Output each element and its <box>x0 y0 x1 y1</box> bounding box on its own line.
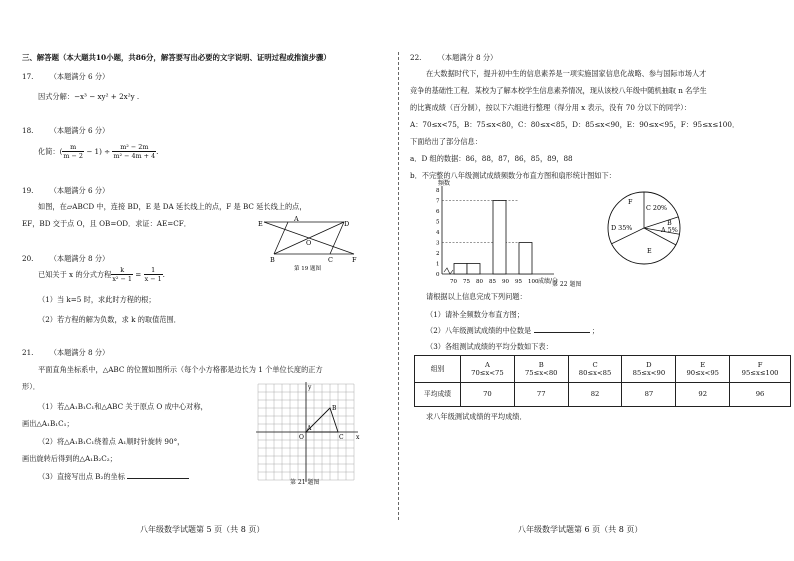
q19-label-d: D <box>344 220 350 228</box>
q18-expression <box>38 143 158 160</box>
q19-header <box>22 186 109 195</box>
q18-frac2-den: m² − 4m + 4 <box>113 152 156 160</box>
q18-mid: − 1) ÷ <box>83 147 113 156</box>
q21-grid-figure <box>252 380 362 492</box>
q21-answer-blank[interactable] <box>127 478 189 479</box>
q21-line1: 平面直角坐标系中，△ABC 的位置如图所示（每个小方格都是边长为 1 个单位长度的正方 <box>38 365 323 374</box>
q20-frac-a-den: x² − 1 <box>112 275 132 283</box>
hist-x-tick: 75 <box>463 279 470 285</box>
q19-line2: EF，BD 交于点 O，且 OB=OD．求证：AE=CF． <box>22 219 191 228</box>
table-avg-e: 92 <box>676 383 730 407</box>
q22-para3: 的比赛成绩（百分制），按以下六组进行整理（得分用 x 表示，没有 70 分以下的同学）： <box>410 103 692 112</box>
q18-fraction-2 <box>112 143 159 160</box>
q20-score: （本题满分 8 分） <box>49 254 110 263</box>
pie-label: C 20% <box>646 204 668 212</box>
q22-groups: A：70≤x<75，B：75≤x<80，C：80≤x<85，D：85≤x<90，E：90≤x<95，F：95≤x≤100． <box>410 120 740 129</box>
hist-x-tick: 85 <box>489 279 496 285</box>
q22-info-b: b．不完整的八年级测试成绩频数分布直方图和扇形统计图如下： <box>410 171 616 180</box>
q19-caption: 第 19 题图 <box>294 266 321 272</box>
axis-break-mark <box>444 268 453 274</box>
hist-bar <box>493 201 506 275</box>
hist-x-tick: 100 <box>528 279 539 285</box>
table-avg-b: 77 <box>514 383 568 407</box>
q21-header <box>22 348 109 357</box>
q20-frac-a-num: k <box>120 266 125 274</box>
q21-sub3 <box>38 472 189 481</box>
q18-fraction-1 <box>62 143 84 160</box>
q18-prefix: 化简：( <box>38 147 63 156</box>
table-avg-a: 70 <box>461 383 515 407</box>
section-header: 三、解答题（本大题共10小题，共86分，解答要写出必要的文字说明、证明过程或推演步骤） <box>22 53 331 62</box>
table-header-label: 组别 <box>415 356 461 383</box>
q19-label-b: B <box>270 256 275 264</box>
q22-info-a: a．D 组的数据：86，88，87，86，85，89，88 <box>410 154 573 163</box>
hist-y-tick: 0 <box>436 272 440 278</box>
hist-y-title: 频数 <box>438 180 451 187</box>
q20-sub2: （2）若方程的解为负数，求 k 的取值范围． <box>38 315 181 324</box>
hist-x-tick: 70 <box>450 279 457 285</box>
hist-y-tick: 3 <box>436 240 440 247</box>
pie-label: B <box>667 219 672 227</box>
table-group-e: E 90≤x<95 <box>676 356 730 383</box>
table-group-b: B 75≤x<80 <box>514 356 568 383</box>
point-label-a: A <box>307 425 312 432</box>
pie-label: E <box>647 247 652 255</box>
pie-chart <box>600 188 690 268</box>
hist-x-tick: 95 <box>515 279 522 285</box>
point-label-c: C <box>339 434 344 441</box>
hist-y-tick: 7 <box>436 198 440 205</box>
q22-ask: 请根据以上信息完成下列问题： <box>426 292 527 301</box>
table-avg-f: 96 <box>730 383 791 407</box>
q22-sub1: （1）请补全频数分布直方图； <box>426 310 525 319</box>
q22-number: 22. <box>410 53 422 62</box>
page-5-footer: 八年级数学试题第 5 页（共 8 页） <box>140 525 265 534</box>
q20-frac-b-num: 1 <box>151 266 156 274</box>
q20-fraction-b <box>144 266 163 283</box>
q22-para1: 在大数据时代下，提升初中生的信息素养是一项实施国家信息化战略、参与国际市场人才 <box>426 69 707 78</box>
hist-y-tick: 1 <box>436 261 440 268</box>
q18-number: 18. <box>22 126 34 135</box>
q18-frac1-den: m − 2 <box>63 152 83 160</box>
chart-caption: 第 22 题图 <box>552 281 582 288</box>
q18-header <box>22 126 109 135</box>
table-avg-row <box>415 383 791 407</box>
pie-label: D 35% <box>611 224 633 232</box>
hist-bar <box>467 264 480 275</box>
q19-label-a: A <box>294 215 299 223</box>
hist-y-tick: 8 <box>436 188 440 194</box>
average-score-table <box>414 355 791 407</box>
table-group-f: F 95≤x≤100 <box>730 356 791 383</box>
q20-header <box>22 254 109 263</box>
q22-para4: 下面给出了部分信息： <box>410 137 482 146</box>
table-header-row <box>415 356 791 383</box>
q21-line2: 形）． <box>22 382 40 391</box>
q21-sub2a: （2）将△A₁B₁C₁绕着点 A₁顺时针旋转 90°， <box>38 437 185 446</box>
q20-prefix: 已知关于 x 的分式方程 <box>38 270 112 279</box>
q17-score: （本题满分 6 分） <box>49 72 110 81</box>
q18-score: （本题满分 6 分） <box>49 126 110 135</box>
hist-bar <box>519 243 532 275</box>
q22-sub2-end: ； <box>591 326 599 335</box>
table-group-a: A 70≤x<75 <box>461 356 515 383</box>
q18-frac2-num: m² − 2m <box>120 143 149 151</box>
q17-number: 17. <box>22 72 34 81</box>
q17-text: 因式分解：−x³ − xy² + 2x²y . <box>38 92 140 101</box>
q22-score: （本题满分 8 分） <box>437 53 498 62</box>
table-group-c: C 80≤x<85 <box>568 356 622 383</box>
hist-y-tick: 2 <box>436 251 440 257</box>
q21-sub3-text: （3）直接写出点 B₂的坐标 <box>38 472 125 481</box>
hist-bar <box>454 264 467 275</box>
q22-sub2 <box>426 326 599 335</box>
axis-label-y: y <box>308 384 312 391</box>
table-row-label: 平均成绩 <box>415 383 461 407</box>
q19-line1: 如图，在▱ABCD 中，连接 BD，E 是 DA 延长线上的点，F 是 BC 延长线上的点， <box>38 202 307 211</box>
q19-label-c: C <box>328 256 333 264</box>
q20-frac-b-den: x − 1 <box>144 275 162 283</box>
q20-equation <box>38 266 165 283</box>
q22-sub2-text: （2）八年级测试成绩的中位数是 <box>426 326 532 335</box>
q19-label-e: E <box>258 220 263 228</box>
q19-score: （本题满分 6 分） <box>49 186 110 195</box>
axis-label-x: x <box>356 434 360 441</box>
hist-y-tick: 6 <box>436 209 440 215</box>
table-avg-c: 82 <box>568 383 622 407</box>
q20-sub1: （1）当 k=5 时，求此时方程的根； <box>38 295 156 304</box>
q22-sub3: （3）各组测试成绩的平均分数如下表： <box>426 342 553 351</box>
q19-number: 19. <box>22 186 34 195</box>
q20-fraction-a <box>111 266 133 283</box>
page-6-footer: 八年级数学试题第 6 页（共 8 页） <box>518 525 643 534</box>
hist-y-tick: 5 <box>436 219 440 226</box>
q20-number: 20. <box>22 254 34 263</box>
q18-frac1-num: m <box>70 143 77 151</box>
median-answer-blank[interactable] <box>534 332 590 333</box>
right-page <box>400 0 794 561</box>
table-group-d: D 85≤x<90 <box>622 356 676 383</box>
q20-equals: = <box>132 270 144 279</box>
q21-number: 21. <box>22 348 34 357</box>
q21-sub2b: 画出旋转后得到的△A₁B₂C₂； <box>22 454 117 463</box>
page-divider <box>398 52 399 520</box>
q22-para2: 竞争的基础性工程．某校为了解本校学生信息素养情况，现从该校八年级中随机抽取 n 名学生 <box>410 86 707 95</box>
hist-x-tick: 90 <box>502 279 509 285</box>
table-avg-d: 87 <box>622 383 676 407</box>
q20-suffix: . <box>162 270 165 279</box>
pie-label: A 5% <box>661 226 678 234</box>
q19-label-f: F <box>352 256 357 264</box>
q21-caption: 第 21 题图 <box>290 479 320 486</box>
origin-label: O <box>299 434 304 441</box>
hist-x-tick: 80 <box>476 279 483 285</box>
q22-final: 求八年级测试成绩的平均成绩． <box>426 412 527 421</box>
q21-sub1a: （1）若△A₁B₁C₁和△ABC 关于原点 O 成中心对称， <box>38 402 208 411</box>
point-label-b: B <box>332 405 337 412</box>
q22-header <box>410 53 497 62</box>
q17-header <box>22 72 109 81</box>
q19-label-o: O <box>306 239 312 247</box>
q18-suffix: . <box>156 147 159 156</box>
q21-sub1b: 画出△A₁B₁C₁； <box>22 419 74 428</box>
q21-score: （本题满分 8 分） <box>49 348 110 357</box>
q19-figure <box>258 212 358 272</box>
pie-label: F <box>628 198 633 206</box>
hist-y-tick: 4 <box>436 230 440 236</box>
hist-x-title: 成绩/分 <box>538 278 559 285</box>
